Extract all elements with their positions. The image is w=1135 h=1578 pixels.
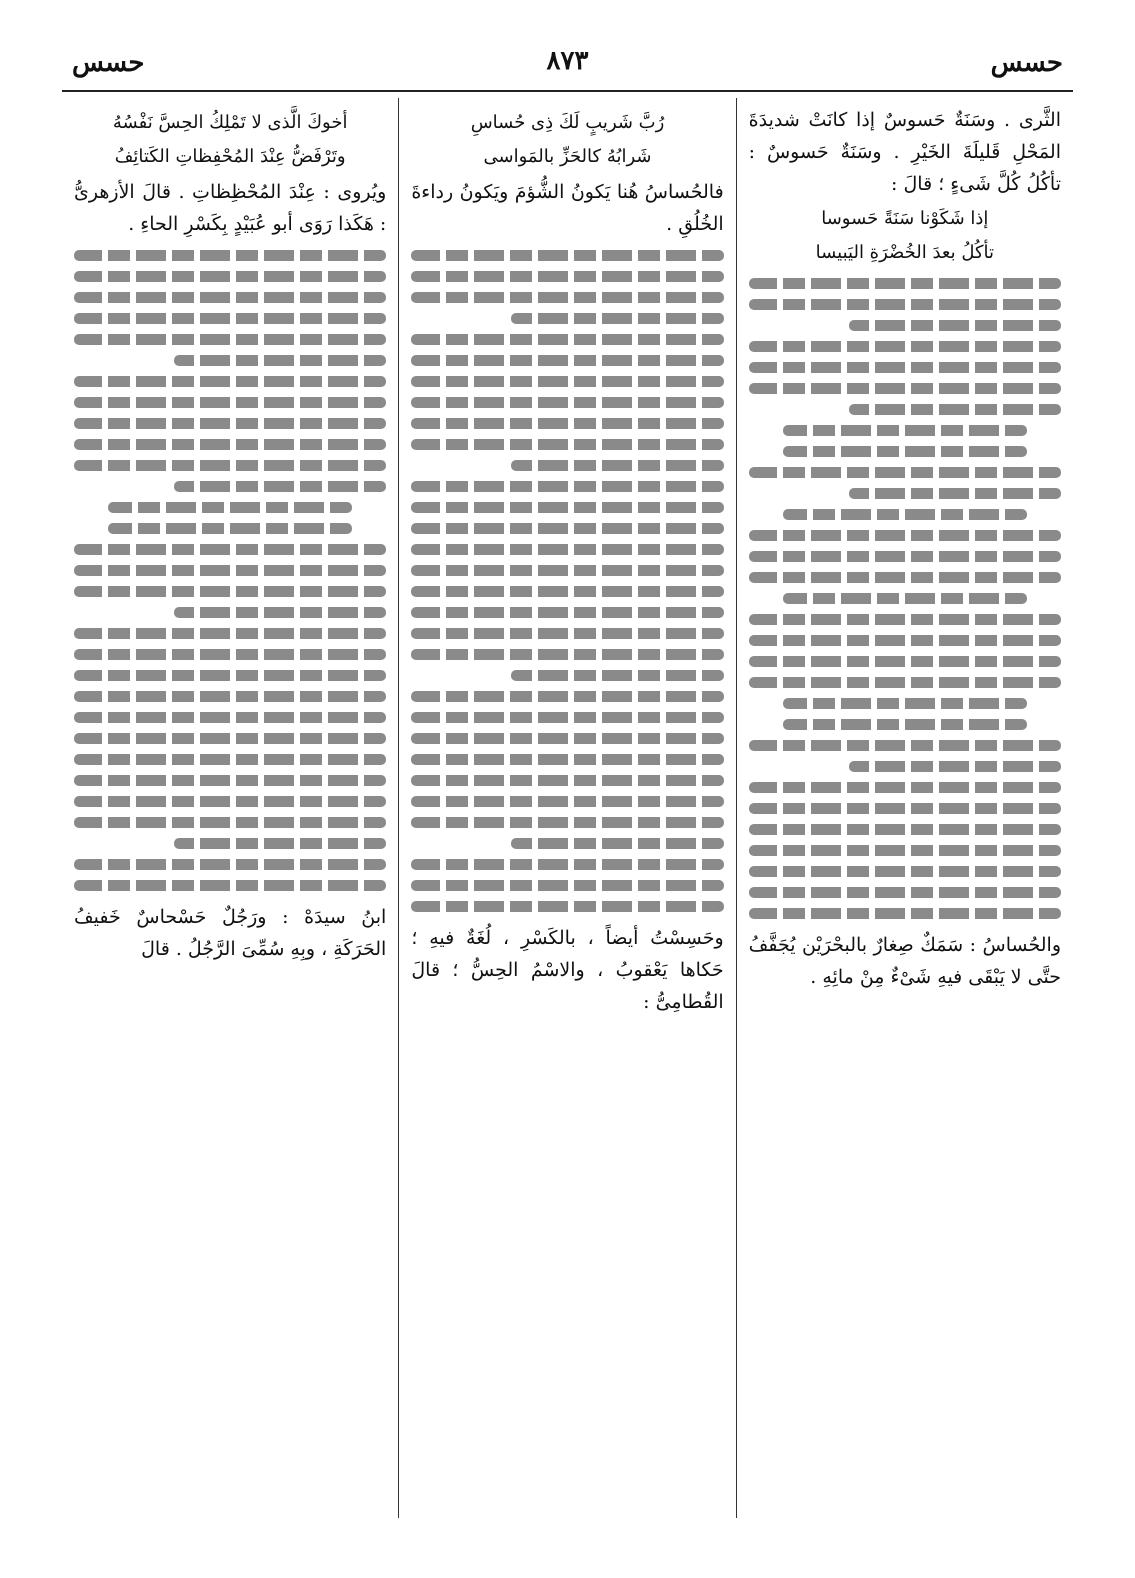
- text-line: [749, 740, 1061, 751]
- text-line: [411, 481, 723, 492]
- text-line: [411, 397, 723, 408]
- text-line: [411, 355, 723, 366]
- text-line: [74, 817, 386, 828]
- text-line: [74, 670, 386, 681]
- text-line: [74, 292, 386, 303]
- header-rule: [62, 90, 1073, 92]
- text-line: [74, 880, 386, 891]
- text-line: [749, 908, 1061, 919]
- text-line: [74, 712, 386, 723]
- text-line: [411, 754, 723, 765]
- verse-placeholder: [108, 502, 352, 513]
- text-line: [749, 530, 1061, 541]
- page-number: ٨٧٣: [546, 46, 589, 76]
- text-line: [411, 796, 723, 807]
- headword-right: حسس: [990, 48, 1063, 78]
- text-line: [511, 838, 723, 849]
- text-line: [411, 607, 723, 618]
- text-line: [411, 544, 723, 555]
- text-line: [411, 712, 723, 723]
- text-line: [74, 775, 386, 786]
- text-line: [74, 418, 386, 429]
- text-line: [411, 817, 723, 828]
- verse-placeholder: [783, 509, 1027, 520]
- page-header: [62, 48, 1073, 82]
- text-line: [749, 614, 1061, 625]
- column-right-closing: والحُساسُ : سَمَكٌ صِغارٌ بالبحْرَيْن يُجَفَّفُ حتَّى لا يَبْقَى فيهِ شَىْءٌ مِنْ مائِهِ .: [748, 934, 1061, 988]
- text-line: [411, 439, 723, 450]
- text-line: [411, 880, 723, 891]
- text-line: [411, 586, 723, 597]
- text-line: [749, 656, 1061, 667]
- text-line: [411, 334, 723, 345]
- text-line: [849, 761, 1061, 772]
- text-line: [411, 649, 723, 660]
- text-line: [749, 803, 1061, 814]
- text-line: [749, 341, 1061, 352]
- text-line: [411, 376, 723, 387]
- text-line: [749, 299, 1061, 310]
- text-line: [411, 502, 723, 513]
- text-line: [411, 292, 723, 303]
- verse-line: إذا شَكَوْنا سَنَةً حَسوسا: [821, 208, 989, 229]
- verse-line: أخوكَ الَّذى لا تَمْلِكُ الحِسَّ نَفْسُهُ: [112, 112, 348, 133]
- text-line: [749, 845, 1061, 856]
- text-columns: [62, 98, 1073, 1518]
- text-line: [411, 691, 723, 702]
- text-line: [749, 887, 1061, 898]
- verse-placeholder: [783, 425, 1027, 436]
- text-line: [74, 397, 386, 408]
- text-line: [749, 551, 1061, 562]
- column-middle: [399, 98, 735, 1518]
- text-line: [74, 439, 386, 450]
- text-line: [411, 775, 723, 786]
- text-line: [74, 754, 386, 765]
- text-line: [74, 733, 386, 744]
- verse-placeholder: [783, 698, 1027, 709]
- verse-placeholder: [783, 446, 1027, 457]
- text-line: [411, 901, 723, 912]
- verse-placeholder: [108, 523, 352, 534]
- column-middle-opening: فالحُساسُ هُنا يَكونُ الشُّؤمَ ويَكونُ رداءةَ الخُلُقِ .: [411, 181, 724, 235]
- verse-line: رُبَّ شَريبٍ لَكَ ذِى حُساسِ: [470, 112, 665, 133]
- text-line: [411, 565, 723, 576]
- text-line: [749, 677, 1061, 688]
- text-line: [74, 376, 386, 387]
- verse-line: شَرابُهُ كالحَزِّ بالمَواسى: [483, 146, 652, 167]
- text-line: [411, 733, 723, 744]
- text-line: [174, 355, 386, 366]
- verse-line: وتَرْفَضُّ عِنْدَ المُحْفِظاتِ الكَتائِفُ: [114, 146, 346, 167]
- text-line: [74, 586, 386, 597]
- text-line: [411, 523, 723, 534]
- text-line: [411, 628, 723, 639]
- text-line: [74, 250, 386, 261]
- text-line: [74, 859, 386, 870]
- text-line: [749, 383, 1061, 394]
- text-line: [511, 313, 723, 324]
- column-right-opening: الثَّرى . وسَنَةٌ حَسوسٌ إذا كانَتْ شديدَةَ المَحْلِ قَليلَةَ الخَيْرِ . وسَنَةٌ حَسوسٌ : تأكُلُ كُلَّ شَىءٍ ؛ قالَ :: [748, 109, 1061, 195]
- verse-placeholder: [783, 719, 1027, 730]
- text-line: [749, 824, 1061, 835]
- text-line: [849, 404, 1061, 415]
- text-line: [849, 488, 1061, 499]
- text-line: [849, 320, 1061, 331]
- verse-placeholder: [783, 593, 1027, 604]
- text-line: [411, 271, 723, 282]
- text-line: [749, 635, 1061, 646]
- text-line: [411, 859, 723, 870]
- column-left: [62, 98, 398, 1518]
- text-line: [174, 838, 386, 849]
- text-line: [511, 670, 723, 681]
- text-line: [74, 796, 386, 807]
- text-line: [749, 278, 1061, 289]
- verse-line: تأكُلُ بعدَ الخُضْرَةِ اليَبيسا: [815, 242, 995, 263]
- text-line: [74, 334, 386, 345]
- text-line: [74, 649, 386, 660]
- headword-left: حسس: [72, 48, 145, 78]
- text-line: [74, 544, 386, 555]
- text-line: [74, 565, 386, 576]
- column-right: [737, 98, 1073, 1518]
- text-line: [511, 460, 723, 471]
- text-line: [174, 607, 386, 618]
- column-left-opening: ويُروى : عِنْدَ المُحْظِظاتِ . قالَ الأزهرىُّ : هَكَذا رَوَى أبو عُبَيْدٍ بِكَسْرِ الحاءِ .: [74, 181, 387, 235]
- text-line: [749, 782, 1061, 793]
- text-line: [74, 628, 386, 639]
- text-line: [74, 313, 386, 324]
- text-line: [749, 572, 1061, 583]
- column-left-closing: ابنُ سيدَهْ : ورَجُلٌ حَسْحاسٌ خَفيفُ الحَرَكَةِ ، وبِهِ سُمِّىَ الرَّجُلُ . قالَ: [74, 906, 387, 960]
- text-line: [74, 691, 386, 702]
- text-line: [74, 460, 386, 471]
- text-line: [749, 362, 1061, 373]
- text-line: [174, 481, 386, 492]
- text-line: [749, 467, 1061, 478]
- text-line: [411, 250, 723, 261]
- text-line: [411, 418, 723, 429]
- text-line: [749, 866, 1061, 877]
- column-middle-closing: وحَسِسْتُ أيضاً ، بالكَسْرِ ، لُغَةٌ فيهِ ؛ حَكاها يَعْقوبُ ، والاسْمُ الحِسُّ ؛ قالَ القُطامِىُّ :: [411, 927, 724, 1013]
- text-line: [74, 271, 386, 282]
